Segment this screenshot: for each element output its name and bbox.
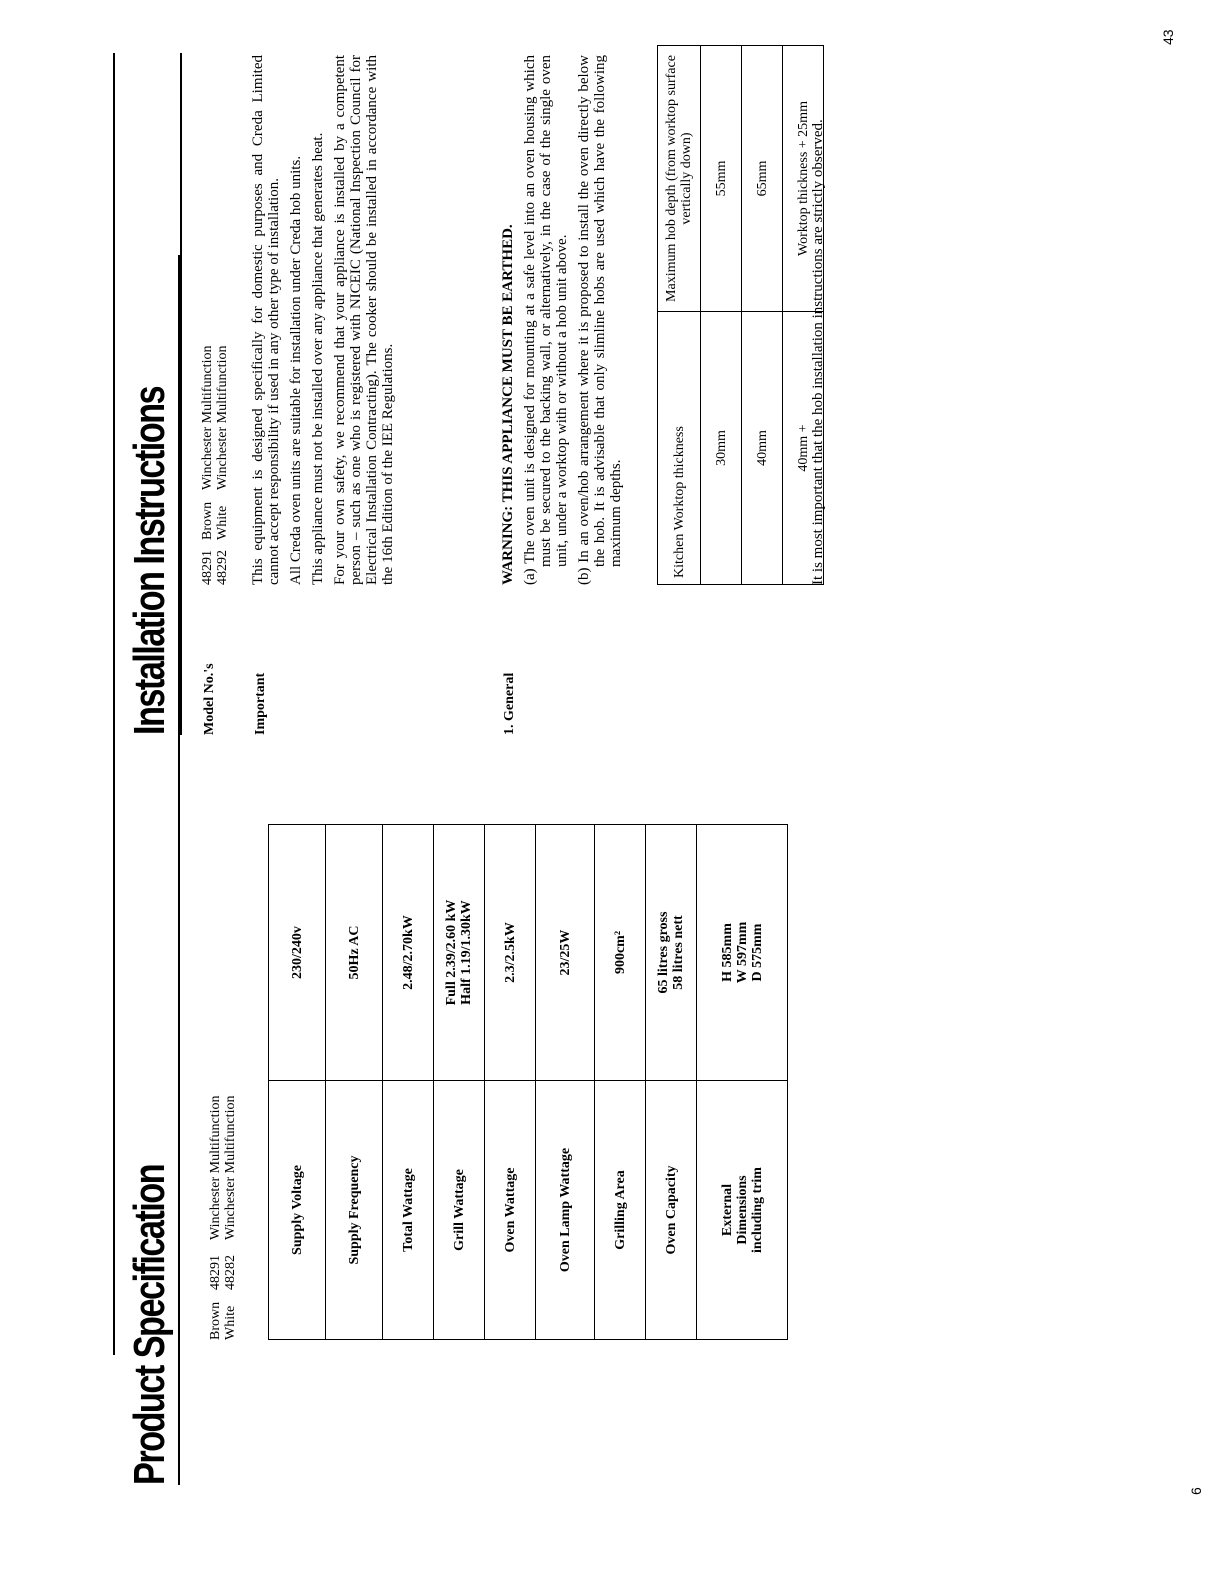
table-row (595, 825, 646, 1340)
spec-value: Full 2.39/2.60 kW Half 1.19/1.30kW (434, 825, 485, 1081)
important-paragraph: For your own safety, we recommend that your appliance is installed by a competent person – such as one who is registered with NICEIC (National Inspection Council for Electrical Installation Contracting). The cooker should be installed in accordance with the 16th Edition of the IEE Regulations. (332, 55, 396, 585)
spec-label: Oven Capacity (646, 1081, 697, 1340)
spec-value: H 585mm W 597mm D 575mm (697, 825, 788, 1081)
spec-model-row (208, 1096, 223, 1340)
hob-cell: 40mm + (783, 312, 824, 585)
model-numbers-label: Model No.'s (202, 663, 217, 735)
hob-cell: Worktop thickness + 25mm (783, 46, 824, 312)
hob-cell: 65mm (742, 46, 783, 312)
important-section (250, 55, 396, 585)
spec-label: External Dimensions including trim (697, 1081, 788, 1340)
title-rule-bottom-right (180, 53, 182, 735)
spec-label: Oven Lamp Wattage (536, 1081, 595, 1340)
install-model-row (215, 346, 230, 585)
spec-label: Supply Voltage (269, 1081, 326, 1340)
spec-models (208, 1096, 238, 1340)
model-number: 48291 (200, 550, 215, 585)
hob-header-depth: Maximum hob depth (from worktop surface vertically down) (658, 46, 701, 312)
spec-model-row (223, 1096, 238, 1340)
important-label: Important (253, 672, 268, 735)
spec-value: 23/25W (536, 825, 595, 1081)
model-name: Winchester Multifunction (215, 345, 230, 490)
spec-label: Oven Wattage (485, 1081, 536, 1340)
hob-cell: 40mm (742, 312, 783, 585)
important-paragraph: This equipment is designed specifically for domestic purposes and Creda Limited cannot accept responsibility if used in any other type of installation. (250, 55, 282, 585)
table-row (742, 46, 783, 585)
table-row (485, 825, 536, 1340)
install-model-row (200, 346, 215, 585)
warning-text: WARNING: THIS APPLIANCE MUST BE EARTHED. (500, 224, 516, 585)
closing-note: It is most important that the hob installation instructions are strictly observed. (810, 119, 826, 585)
model-name: Winchester Multifunction (208, 1095, 223, 1240)
hob-table-header (658, 46, 701, 585)
page-number-right: 43 (1160, 29, 1176, 45)
table-row (697, 825, 788, 1340)
model-name: Winchester Multifunction (223, 1095, 238, 1240)
model-color: White (223, 1305, 238, 1340)
model-number: 48291 (208, 1255, 223, 1290)
table-row (701, 46, 742, 585)
important-paragraph: This appliance must not be installed over any appliance that generates heat. (310, 132, 326, 585)
table-row (646, 825, 697, 1340)
hob-cell: 30mm (701, 312, 742, 585)
page-title-installation-instructions: Installation Instructions (125, 386, 174, 735)
hob-cell: 55mm (701, 46, 742, 312)
page-title-product-specification: Product Specification (125, 1164, 174, 1485)
product-spec-table (268, 824, 788, 1340)
general-item: (a) The oven unit is designed for mounting at a safe level into an oven housing which must be secured to the backing wall, or alternatively, in the case of the single oven unit, under a worktop with or without a hob unit above. (522, 55, 570, 585)
model-color: White (215, 505, 230, 540)
spec-value: 900cm² (595, 825, 646, 1081)
spec-label: Supply Frequency (326, 1081, 383, 1340)
spec-value: 2.48/2.70kW (383, 825, 434, 1081)
spec-value: 2.3/2.5kW (485, 825, 536, 1081)
general-item: (b) In an oven/hob arrangement where it is proposed to install the oven directly below the hob. It is advisable that only slimline hobs are used which have the following maximum depths. (576, 55, 624, 585)
hob-header-thickness: Kitchen Worktop thickness (658, 312, 701, 585)
model-name: Winchester Multifunction (200, 345, 215, 490)
install-models (200, 346, 230, 585)
table-row (383, 825, 434, 1340)
spec-label: Grill Wattage (434, 1081, 485, 1340)
spec-label: Grilling Area (595, 1081, 646, 1340)
spec-value: 230/240v (269, 825, 326, 1081)
title-rule-top-right (113, 53, 115, 735)
model-number: 48282 (223, 1255, 238, 1290)
spec-value: 65 litres gross 58 litres nett (646, 825, 697, 1081)
model-number: 48292 (215, 550, 230, 585)
spec-value: 50Hz AC (326, 825, 383, 1081)
table-row (434, 825, 485, 1340)
table-row (269, 825, 326, 1340)
model-color: Brown (200, 501, 215, 540)
table-row (536, 825, 595, 1340)
general-section (500, 55, 624, 585)
important-paragraph: All Creda oven units are suitable for installation under Creda hob units. (288, 155, 304, 585)
hob-depth-table (657, 45, 824, 585)
table-row (326, 825, 383, 1340)
spec-label: Total Wattage (383, 1081, 434, 1340)
general-label: 1. General (502, 672, 517, 735)
model-color: Brown (208, 1301, 223, 1340)
page-number-left: 6 (1188, 1487, 1204, 1495)
